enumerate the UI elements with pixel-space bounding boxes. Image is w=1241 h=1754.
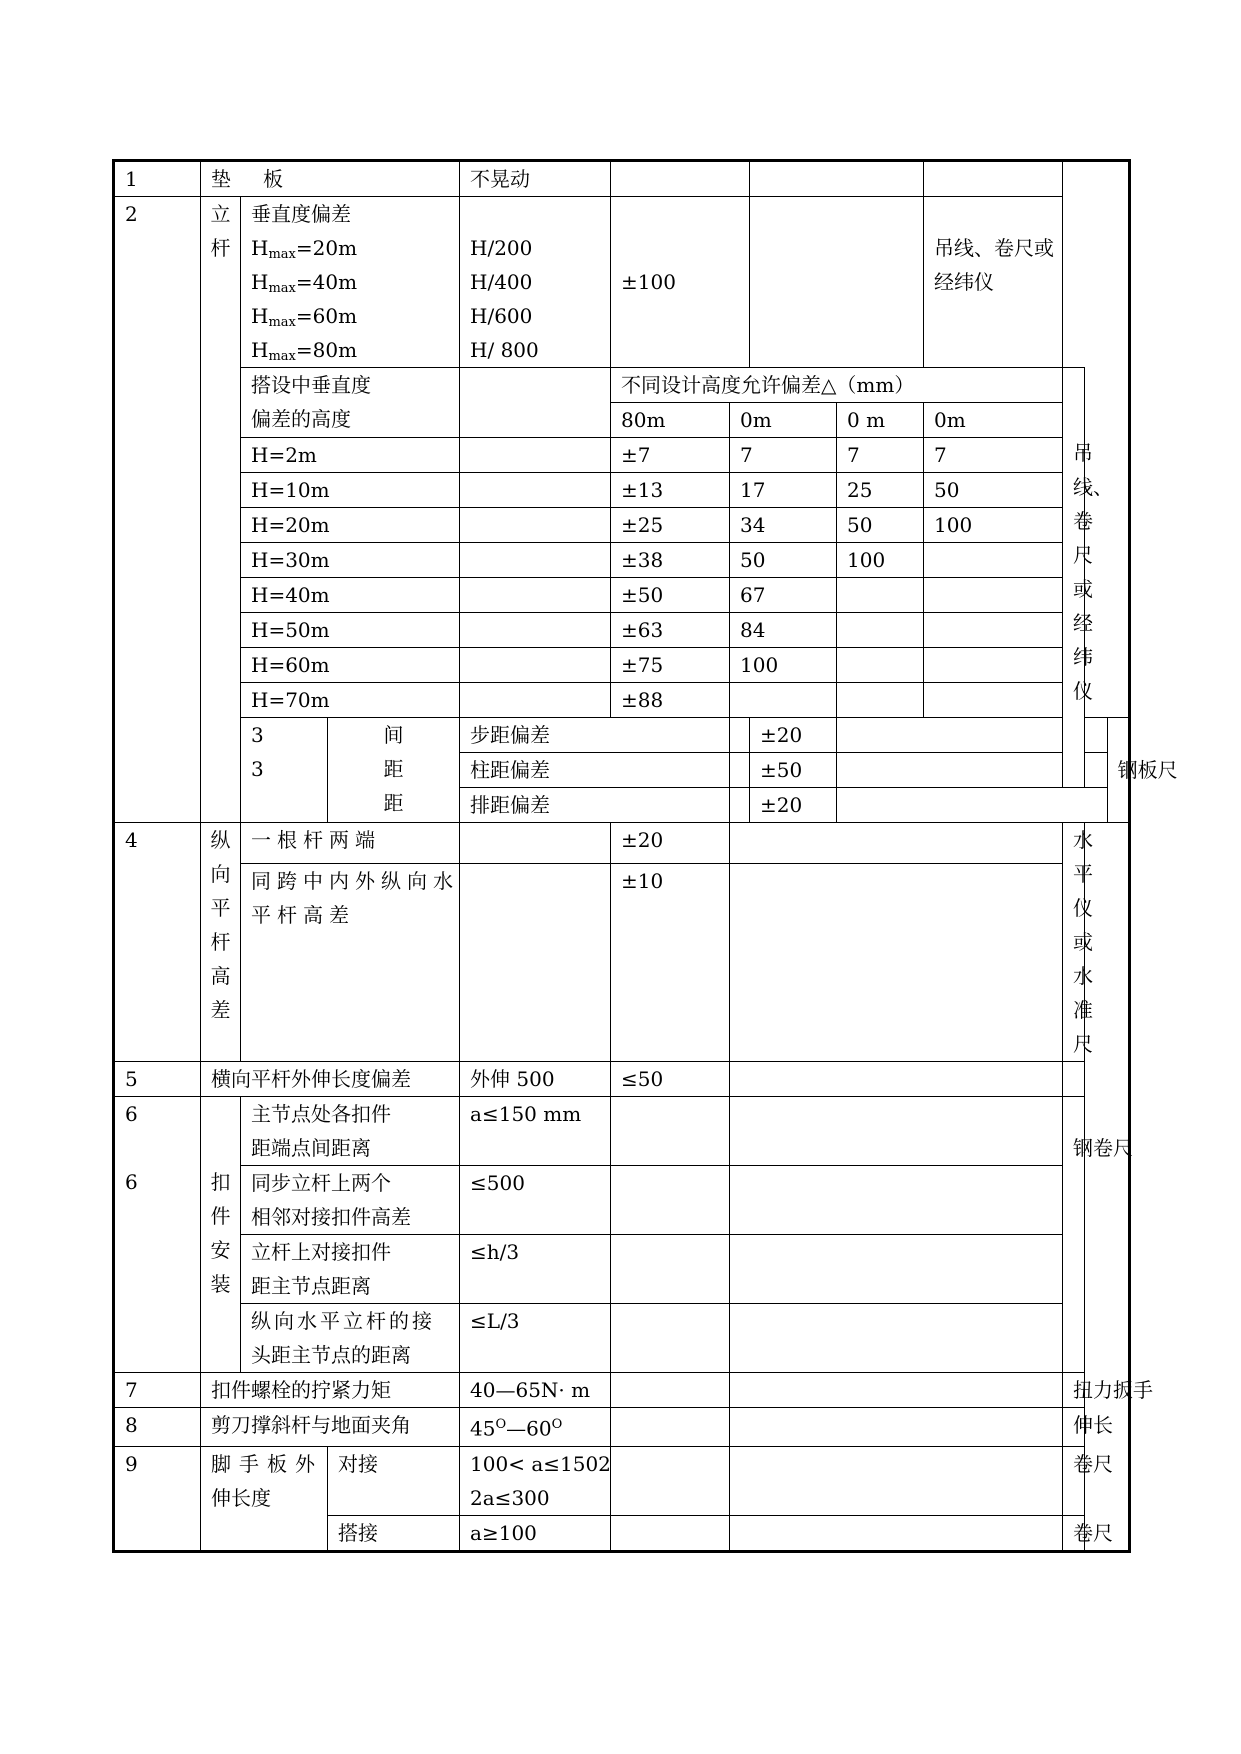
standard: [460, 508, 611, 543]
standard: [460, 613, 611, 648]
standard: [730, 788, 750, 823]
standard: [730, 718, 750, 753]
table-row: [114, 161, 1130, 197]
tolerance: ±100: [611, 197, 750, 368]
tool: 钢板尺: [1107, 718, 1129, 823]
tolerance: [611, 1373, 730, 1408]
group-label: 扣 件 安 装: [201, 1097, 241, 1373]
tool: 钢卷尺: [1063, 1097, 1085, 1373]
row-number: 1: [114, 161, 201, 197]
standard: a≥100: [460, 1515, 611, 1551]
value: 67: [730, 578, 837, 613]
value: ±38: [611, 543, 730, 578]
item-name: 同步立杆上两个 相邻对接扣件高差: [241, 1166, 460, 1235]
standard: $45^O—60^O$: [460, 1408, 611, 1447]
row-number: 3 3: [241, 718, 328, 823]
blank: [837, 718, 1108, 753]
blank: [730, 1235, 1063, 1304]
tolerance: [611, 1408, 730, 1447]
table-row: [114, 1097, 1130, 1166]
tolerance: ±50: [750, 753, 837, 788]
item-name: 垂直度偏差 $H_{max}=20m$ $H_{max}=40m$ $H_{max}=60m$ $H_{max}=80m$: [241, 197, 460, 368]
value: [924, 543, 1063, 578]
tolerance: ≤50: [611, 1062, 730, 1097]
value: ±7: [611, 438, 730, 473]
standard: [460, 543, 611, 578]
blank: [750, 197, 924, 368]
value: 7: [924, 438, 1063, 473]
value: 50: [837, 508, 924, 543]
row-number: 7: [114, 1373, 201, 1408]
height: H=60m: [241, 648, 460, 683]
table-row: [114, 823, 1130, 864]
blank: [730, 823, 1063, 864]
table-row: [114, 718, 1130, 753]
row-number: 9: [114, 1446, 201, 1551]
inspection-table: [112, 159, 1178, 1553]
item-name: 柱距偏差: [460, 753, 730, 788]
row-number: 2: [114, 197, 201, 823]
tool: [1063, 1062, 1085, 1097]
blank: [837, 753, 1108, 788]
tolerance: ±20: [750, 718, 837, 753]
item-name: 同跨中内外纵向水 平杆高差: [241, 863, 460, 1061]
standard: a≤150 mm: [460, 1097, 611, 1166]
height: H=2m: [241, 438, 460, 473]
tool: 伸长: [1063, 1408, 1085, 1447]
value: [924, 578, 1063, 613]
tolerance: [611, 1515, 730, 1551]
table-row: [114, 1373, 1130, 1408]
item-name: 主节点处各扣件 距端点间距离: [241, 1097, 460, 1166]
blank: [730, 1446, 1063, 1515]
table-row: [114, 368, 1130, 403]
tolerance: [611, 1166, 730, 1235]
tolerance: [611, 1235, 730, 1304]
value: [924, 613, 1063, 648]
tool: [924, 161, 1063, 197]
table-row: [114, 863, 1130, 1061]
value: 34: [730, 508, 837, 543]
standard: [460, 473, 611, 508]
table-row: [114, 1235, 1130, 1304]
item-name: 一根杆两端: [241, 823, 460, 864]
value: 100: [837, 543, 924, 578]
tool: 吊线、卷尺或经纬仪: [1063, 368, 1085, 788]
value: 100: [730, 648, 837, 683]
table-row: [114, 1408, 1130, 1447]
height: H=70m: [241, 683, 460, 718]
tool: 卷尺: [1063, 1446, 1085, 1515]
height: H=40m: [241, 578, 460, 613]
standard: ≤h/3: [460, 1235, 611, 1304]
row-number: 5: [114, 1062, 201, 1097]
item-name: 搭设中垂直度 偏差的高度: [241, 368, 460, 438]
blank: [837, 788, 1108, 823]
height: H=50m: [241, 613, 460, 648]
standard: 40—65N· m: [460, 1373, 611, 1408]
value: 7: [730, 438, 837, 473]
value: 100: [924, 508, 1063, 543]
tolerance: [611, 1446, 730, 1515]
item-name: 搭接: [328, 1515, 460, 1551]
blank: [750, 161, 924, 197]
tolerance: [611, 161, 750, 197]
value: [837, 578, 924, 613]
tolerance: ±10: [611, 863, 730, 1061]
row-number: 8: [114, 1408, 201, 1447]
table-row: [114, 578, 1130, 613]
standard: 100< a≤1502 2a≤300: [460, 1446, 611, 1515]
table-row: [114, 438, 1130, 473]
value: 7: [837, 438, 924, 473]
item-name: 垫 板: [201, 161, 460, 197]
tolerance: [611, 1097, 730, 1166]
tool: 扭力扳手: [1063, 1373, 1085, 1408]
table-row: [114, 543, 1130, 578]
tolerance: [611, 1304, 730, 1373]
value: ±88: [611, 683, 730, 718]
standard: 外伸 500: [460, 1062, 611, 1097]
standard: [460, 863, 611, 1061]
group-label: 脚手板外 伸长度: [201, 1446, 328, 1551]
col-header: 80m: [611, 403, 730, 438]
group-label: 立 杆: [201, 197, 241, 823]
value: 17: [730, 473, 837, 508]
standard: [730, 753, 750, 788]
standard: [460, 648, 611, 683]
standard: 不晃动: [460, 161, 611, 197]
blank: [730, 1408, 1063, 1447]
blank: [730, 1304, 1063, 1373]
group-label: 纵 向 平 杆 高 差: [201, 823, 241, 1062]
table-row: [114, 1304, 1130, 1373]
col-header: 0 m: [837, 403, 924, 438]
standard: [460, 368, 611, 438]
tool: 水平仪或水准尺: [1063, 823, 1085, 1062]
table-row: [114, 1446, 1130, 1515]
value: [837, 648, 924, 683]
value: [837, 683, 924, 718]
item-name: 对接: [328, 1446, 460, 1515]
group-label: 间 距 距: [328, 718, 460, 823]
blank: [730, 1166, 1063, 1235]
standard: [460, 823, 611, 864]
standard: ≤L/3: [460, 1304, 611, 1373]
col-header: 0m: [730, 403, 837, 438]
table-row: [114, 1062, 1130, 1097]
value: [924, 648, 1063, 683]
standard: [460, 578, 611, 613]
row-number: 6 6: [114, 1097, 201, 1373]
item-name: 扣件螺栓的拧紧力矩: [201, 1373, 460, 1408]
tool: 卷尺: [1063, 1515, 1085, 1551]
item-name: 纵向水平立杆的接 头距主节点的距离: [241, 1304, 460, 1373]
standard: ≤500: [460, 1166, 611, 1235]
table-row: [114, 648, 1130, 683]
item-name: 剪刀撑斜杆与地面夹角: [201, 1408, 460, 1447]
height: H=20m: [241, 508, 460, 543]
tool: 吊线、卷尺或经纬仪: [924, 197, 1063, 368]
value: [924, 683, 1063, 718]
value: 84: [730, 613, 837, 648]
table-row: [114, 1166, 1130, 1235]
value: ±50: [611, 578, 730, 613]
blank: [730, 1515, 1063, 1551]
table-row: [114, 473, 1130, 508]
standard: [460, 438, 611, 473]
value: 50: [730, 543, 837, 578]
table-row: [114, 197, 1130, 368]
value: [730, 683, 837, 718]
sub-header-title: 不同设计高度允许偏差△（mm）: [611, 368, 1063, 403]
tolerance: ±20: [750, 788, 837, 823]
value: ±63: [611, 613, 730, 648]
table-row: [114, 683, 1130, 718]
item-name: 横向平杆外伸长度偏差: [201, 1062, 460, 1097]
tolerance: ±20: [611, 823, 730, 864]
blank: [730, 1097, 1063, 1166]
standard: H/200 H/400 H/600 H/ 800: [460, 197, 611, 368]
table-row: [114, 508, 1130, 543]
blank: [730, 1373, 1063, 1408]
item-name: 排距偏差: [460, 788, 730, 823]
value: [837, 613, 924, 648]
standard: [460, 683, 611, 718]
blank: [730, 1062, 1063, 1097]
value: 50: [924, 473, 1063, 508]
value: ±13: [611, 473, 730, 508]
blank: [730, 863, 1063, 1061]
value: ±25: [611, 508, 730, 543]
item-name: 立杆上对接扣件 距主节点距离: [241, 1235, 460, 1304]
row-number: 4: [114, 823, 201, 1062]
height: H=30m: [241, 543, 460, 578]
col-header: 0m: [924, 403, 1063, 438]
item-name: 步距偏差: [460, 718, 730, 753]
height: H=10m: [241, 473, 460, 508]
table-row: [114, 613, 1130, 648]
value: 25: [837, 473, 924, 508]
value: ±75: [611, 648, 730, 683]
